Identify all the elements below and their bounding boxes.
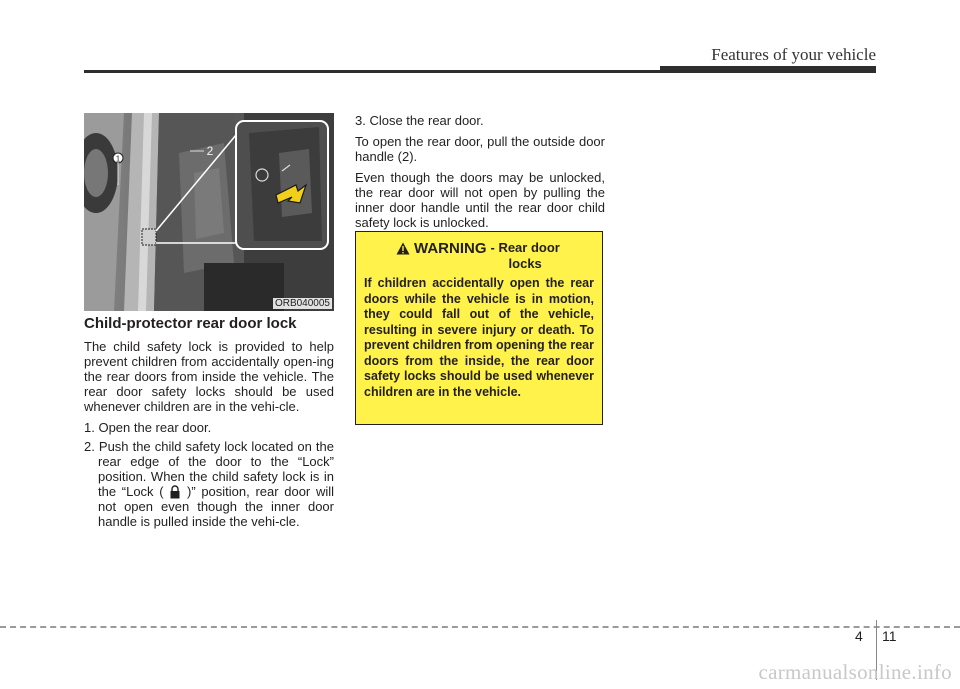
page-number: 11 xyxy=(882,628,897,644)
step-1: 1. Open the rear door. xyxy=(84,420,212,435)
warning-subtitle-line2: locks xyxy=(508,256,542,271)
paragraph-unlock-note: Even though the doors may be unlocked, the rear door will not open by pulling the inner door handle until the rear door child safety lock is unlocked. xyxy=(355,170,605,230)
callout-1: 1 xyxy=(115,154,121,164)
door-illustration xyxy=(84,113,334,311)
callout-2: 2 xyxy=(206,144,214,158)
section-heading: Child-protector rear door lock xyxy=(84,315,297,332)
warning-triangle-icon xyxy=(396,242,410,255)
warning-box xyxy=(355,231,603,425)
warning-label: WARNING xyxy=(414,240,487,257)
footer-rule xyxy=(0,626,960,628)
step-2-text-after: )” position, rear door will not open even though the inner door handle is pulled inside the vehi-cle. xyxy=(98,484,335,529)
step-3: 3. Close the rear door. xyxy=(355,113,484,128)
left-column xyxy=(84,316,334,533)
header-rule xyxy=(84,70,660,73)
warning-body: If children accidentally open the rear doors while the vehicle is in motion, they could fall out of the vehicle, resulting in severe injury or death. To prevent children from opening the rear doors from the inside, the rear door safety locks should be used whenever children are in the vehicle. xyxy=(364,276,594,399)
warning-subtitle xyxy=(491,240,560,272)
header-title: Features of your vehicle xyxy=(711,45,876,64)
figure-code: ORB040005 xyxy=(274,298,330,309)
right-column xyxy=(355,113,605,236)
step-2-text-before: 2. Push the child safety lock located on the rear edge of the door to the “Lock” position. When the child safety lock is in the “Lock ( xyxy=(84,439,334,499)
step-2 xyxy=(84,439,334,529)
door-lock-figure xyxy=(84,113,334,311)
watermark: carmanualsonline.info xyxy=(758,660,952,684)
warning-subtitle-line1: - Rear door xyxy=(490,240,560,255)
lock-icon xyxy=(169,485,181,499)
warning-header xyxy=(396,240,594,272)
paragraph-outside-handle: To open the rear door, pull the outside door handle (2). xyxy=(355,134,605,164)
header-rule-accent xyxy=(660,66,876,73)
chapter-number: 4 xyxy=(855,628,863,644)
intro-paragraph: The child safety lock is provided to help prevent children from accidentally open-ing the rear doors from inside the vehicle. The rear door safety locks should be used whenever children are in the vehi-cle. xyxy=(84,339,334,414)
